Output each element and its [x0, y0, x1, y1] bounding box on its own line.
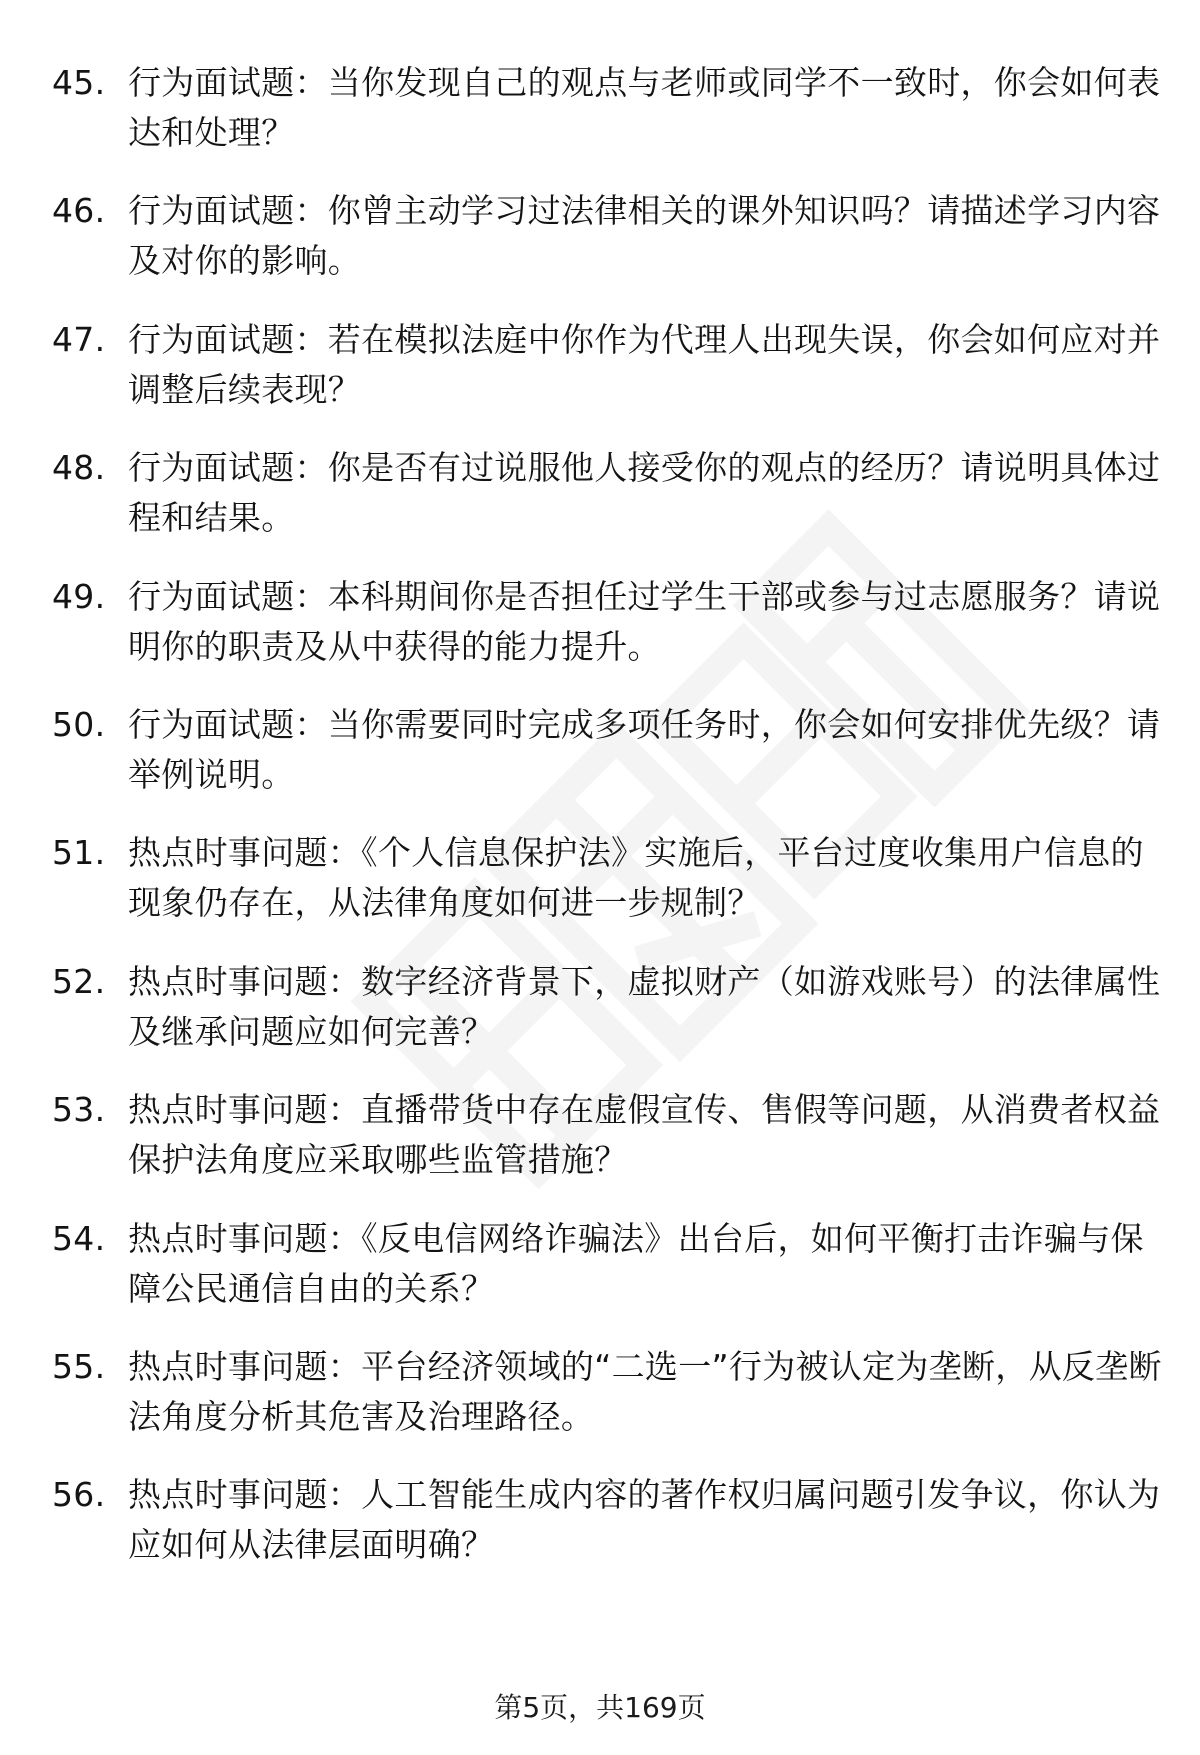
list-item: [52, 572, 1162, 672]
list-item: [52, 1342, 1162, 1442]
question-text: 热点时事问题：人工智能生成内容的著作权归属问题引发争议，你认为应如何从法律层面明确？: [128, 1475, 1161, 1565]
question-text: 行为面试题：本科期间你是否担任过学生干部或参与过志愿服务？请说明你的职责及从中获得的能力提升。: [128, 576, 1161, 666]
question-number: 55.: [52, 1346, 106, 1386]
list-item: [52, 58, 1162, 158]
list-item: [52, 1085, 1162, 1185]
list-item: [52, 957, 1162, 1057]
list-item: [52, 315, 1162, 415]
question-number: 47.: [52, 319, 106, 359]
question-text: 热点时事问题：直播带货中存在虚假宣传、售假等问题，从消费者权益保护法角度应采取哪些监管措施？: [128, 1090, 1161, 1180]
question-text: 热点时事问题：平台经济领域的“二选一”行为被认定为垄断，从反垄断法角度分析其危害及治理路径。: [128, 1346, 1162, 1436]
list-item: [52, 186, 1162, 286]
question-text: 行为面试题：你是否有过说服他人接受你的观点的经历？请说明具体过程和结果。: [128, 448, 1161, 538]
question-text: 行为面试题：当你发现自己的观点与老师或同学不一致时，你会如何表达和处理？: [128, 63, 1161, 152]
question-text: 热点时事问题：《反电信网络诈骗法》出台后，如何平衡打击诈骗与保障公民通信自由的关系？: [128, 1218, 1144, 1308]
question-text: 热点时事问题：数字经济背景下，虚拟财产（如游戏账号）的法律属性及继承问题应如何完善？: [128, 961, 1161, 1051]
list-item: [52, 828, 1162, 928]
question-number: 46.: [52, 191, 106, 231]
question-number: 54.: [52, 1218, 106, 1258]
question-text: 行为面试题：你曾主动学习过法律相关的课外知识吗？请描述学习内容及对你的影响。: [128, 191, 1161, 281]
question-text: 热点时事问题：《个人信息保护法》实施后，平台过度收集用户信息的现象仍存在，从法律角度如何进一步规制？: [128, 833, 1144, 923]
question-number: 56.: [52, 1475, 106, 1515]
question-text: 行为面试题：若在模拟法庭中你作为代理人出现失误，你会如何应对并调整后续表现？: [128, 319, 1161, 409]
list-item: [52, 1214, 1162, 1314]
list-item: [52, 1470, 1162, 1570]
question-number: 50.: [52, 704, 106, 744]
question-number: 52.: [52, 961, 106, 1001]
page-footer: 第5页，共169页: [494, 1691, 706, 1724]
question-list: [52, 58, 1162, 1599]
question-number: 51.: [52, 833, 106, 873]
question-text: 行为面试题：当你需要同时完成多项任务时，你会如何安排优先级？请举例说明。: [128, 704, 1161, 794]
question-number: 45.: [52, 63, 106, 102]
list-item: [52, 443, 1162, 543]
question-number: 48.: [52, 448, 106, 488]
question-number: 53.: [52, 1090, 106, 1130]
question-number: 49.: [52, 576, 106, 616]
list-item: [52, 700, 1162, 800]
